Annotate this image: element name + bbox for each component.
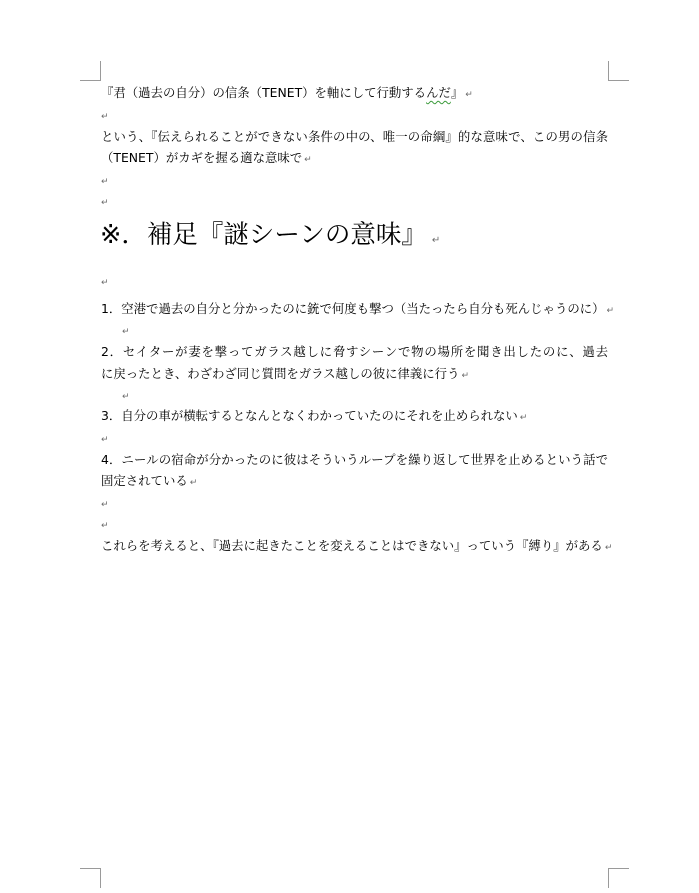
meaning-paragraph-line-2 [101, 147, 312, 169]
list-item-text: 1．空港で過去の自分と分かったのに銃で何度も撃つ（当たったら自分も死んじゃうのに） [101, 301, 605, 316]
conclusion-paragraph [101, 535, 612, 557]
empty-paragraph [122, 384, 130, 406]
paragraph-mark-icon: ↵ [101, 435, 109, 445]
paragraph-mark-icon: ↵ [519, 413, 528, 423]
empty-paragraph [101, 427, 109, 449]
crop-mark-top-right-vertical [608, 61, 609, 81]
crop-mark-top-right-horizontal [608, 80, 629, 81]
paragraph-mark-icon: ↵ [304, 155, 312, 165]
paragraph-mark-icon: ↵ [101, 198, 109, 208]
empty-paragraph [122, 319, 130, 341]
list-item-text: 2．セイターが妻を撃ってガラス越しに脅すシーンで物の場所を聞き出したのに、過去 [101, 344, 608, 359]
paragraph-mark-icon: ↵ [461, 371, 470, 381]
paragraph-mark-icon: ↵ [101, 521, 109, 531]
crop-mark-bottom-right-vertical [608, 868, 609, 888]
paragraph-mark-icon: ↵ [101, 500, 109, 510]
list-item-text: 3．自分の車が横転するとなんとなくわかっていたのにそれを止められない [101, 408, 518, 423]
section-heading [100, 217, 440, 253]
paragraph-mark-icon: ↵ [604, 543, 613, 553]
list-item-text: 4．ニールの宿命が分かったのに彼はそういうループを繰り返して世界を止めるという話で [101, 452, 608, 467]
list-item-4-line-1 [101, 449, 608, 471]
crop-mark-bottom-left-horizontal [80, 868, 101, 869]
paragraph-mark-icon: ↵ [465, 90, 473, 100]
crop-mark-top-left-horizontal [80, 80, 101, 81]
list-item-text: に戻ったとき、わざわざ同じ質問をガラス越しの彼に律義に行う [101, 366, 460, 381]
crop-mark-bottom-right-horizontal [608, 868, 629, 869]
conclusion-text: これらを考えると、『過去に起きたことを変えることはできない』っていう『縛り』がある [101, 538, 603, 553]
paragraph-mark-icon: ↵ [122, 327, 130, 337]
paragraph-mark-icon: ↵ [101, 177, 109, 187]
meaning-paragraph-line-1 [101, 126, 608, 148]
paragraph-text: という、『伝えられることができない条件の中の、唯一の命綱』的な意味で、この男の信条 [101, 129, 608, 144]
grammar-flagged-text: んだ [426, 85, 451, 100]
quote-text: 『君（過去の自分）の信条（TENET）を軸にして行動する [101, 85, 427, 100]
paragraph-mark-icon: ↵ [606, 306, 615, 316]
list-item-1 [101, 298, 614, 320]
quote-closing-bracket: 』 [450, 85, 464, 100]
quote-paragraph [101, 82, 473, 104]
paragraph-mark-icon: ↵ [431, 235, 441, 246]
paragraph-mark-icon: ↵ [122, 392, 130, 402]
paragraph-mark-icon: ↵ [101, 112, 109, 122]
paragraph-text: （TENET）がカギを握る適な意味で [101, 150, 303, 165]
list-item-2-line-1 [101, 341, 608, 363]
list-item-2-line-2 [101, 363, 469, 385]
paragraph-mark-icon: ↵ [101, 278, 109, 288]
paragraph-mark-icon: ↵ [189, 478, 198, 488]
empty-paragraph [101, 270, 109, 292]
empty-paragraph [101, 513, 109, 535]
list-item-3 [101, 405, 527, 427]
empty-paragraph [101, 492, 109, 514]
empty-paragraph [101, 169, 109, 191]
empty-paragraph [101, 104, 109, 126]
crop-mark-top-left-vertical [100, 61, 101, 81]
list-item-4-line-2 [101, 470, 197, 492]
heading-text: ※．補足『謎シーンの意味』 [100, 220, 427, 250]
list-item-text: 固定されている [101, 473, 188, 488]
empty-paragraph [101, 190, 109, 212]
crop-mark-bottom-left-vertical [100, 868, 101, 888]
